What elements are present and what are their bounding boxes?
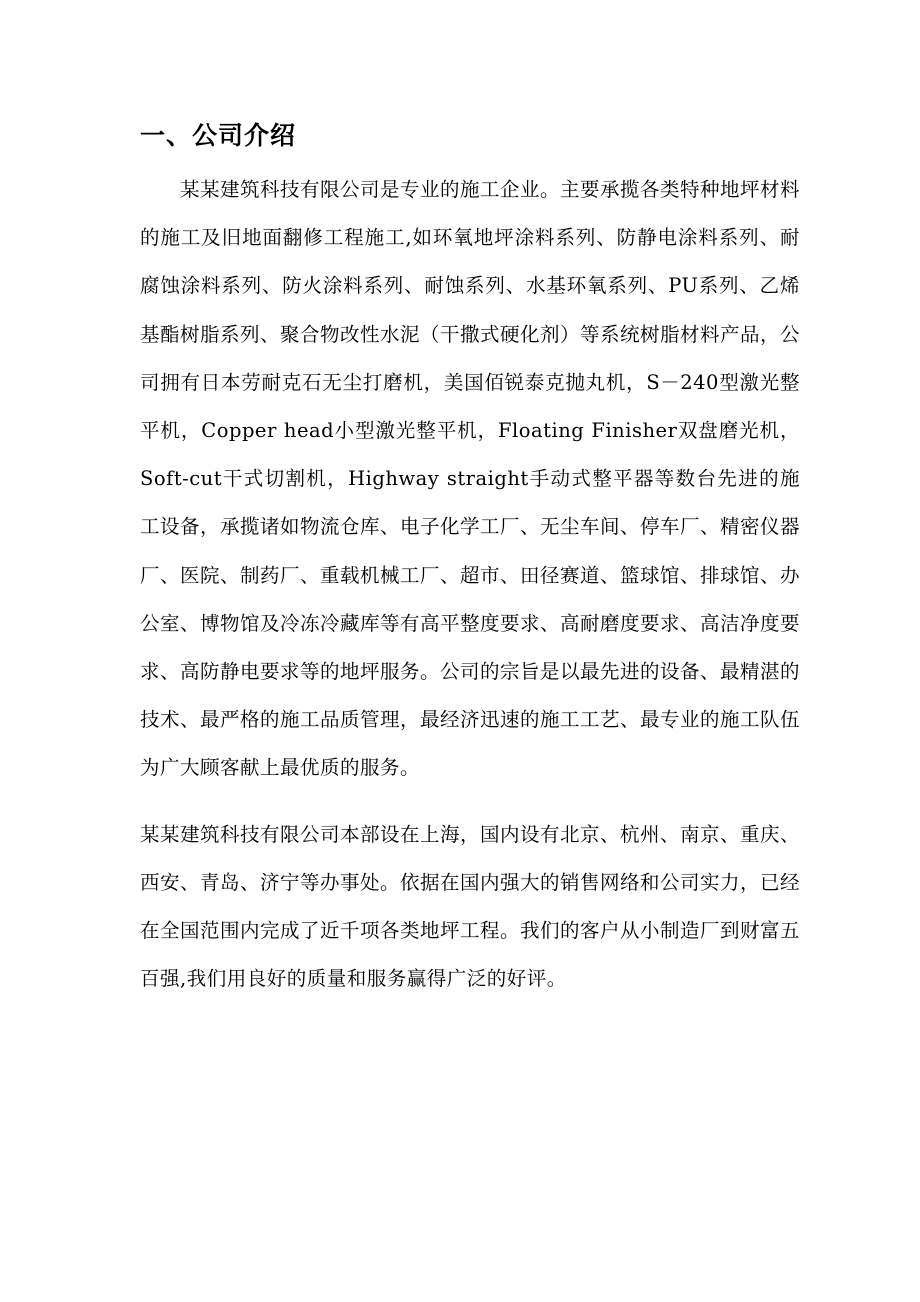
company-intro-paragraph: 某某建筑科技有限公司是专业的施工企业。主要承揽各类特种地坪材料的施工及旧地面翻修工程施工,如环氧地坪涂料系列、防静电涂料系列、耐腐蚀涂料系列、防火涂料系列、耐蚀系列、水基环氧系列、PU系列、乙烯基酯树脂系列、聚合物改性水泥（干撒式硬化剂）等系统树脂材料产品，公司拥有日本劳耐克石无尘打磨机，美国佰锐泰克抛丸机，S－240型激光整平机，Copper head小型激光整平机，Floating Finisher双盘磨光机，Soft-cut干式切割机，Highway straight手动式整平器等数台先进的施工设备，承揽诸如物流仓库、电子化学工厂、无尘车间、停车厂、精密仪器厂、医院、制药厂、重载机械工厂、超市、田径赛道、篮球馆、排球馆、办公室、博物馆及冷冻冷藏库等有高平整度要求、高耐磨度要求、高洁净度要求、高防静电要求等的地坪服务。公司的宗旨是以最先进的设备、最精湛的技术、最严格的施工品质管理，最经济迅速的施工工艺、最专业的施工队伍为广大顾客献上最优质的服务。: [140, 178, 801, 780]
document-page: [140, 118, 800, 1003]
section-title: 一、公司介绍: [140, 121, 297, 150]
company-offices-paragraph: 某某建筑科技有限公司本部设在上海，国内设有北京、杭州、南京、重庆、西安、青岛、济宁等办事处。依据在国内强大的销售网络和公司实力，已经在全国范围内完成了近千项各类地坪工程。我们的客户从小制造厂到财富五百强,我们用良好的质量和服务赢得广泛的好评。: [140, 822, 801, 991]
